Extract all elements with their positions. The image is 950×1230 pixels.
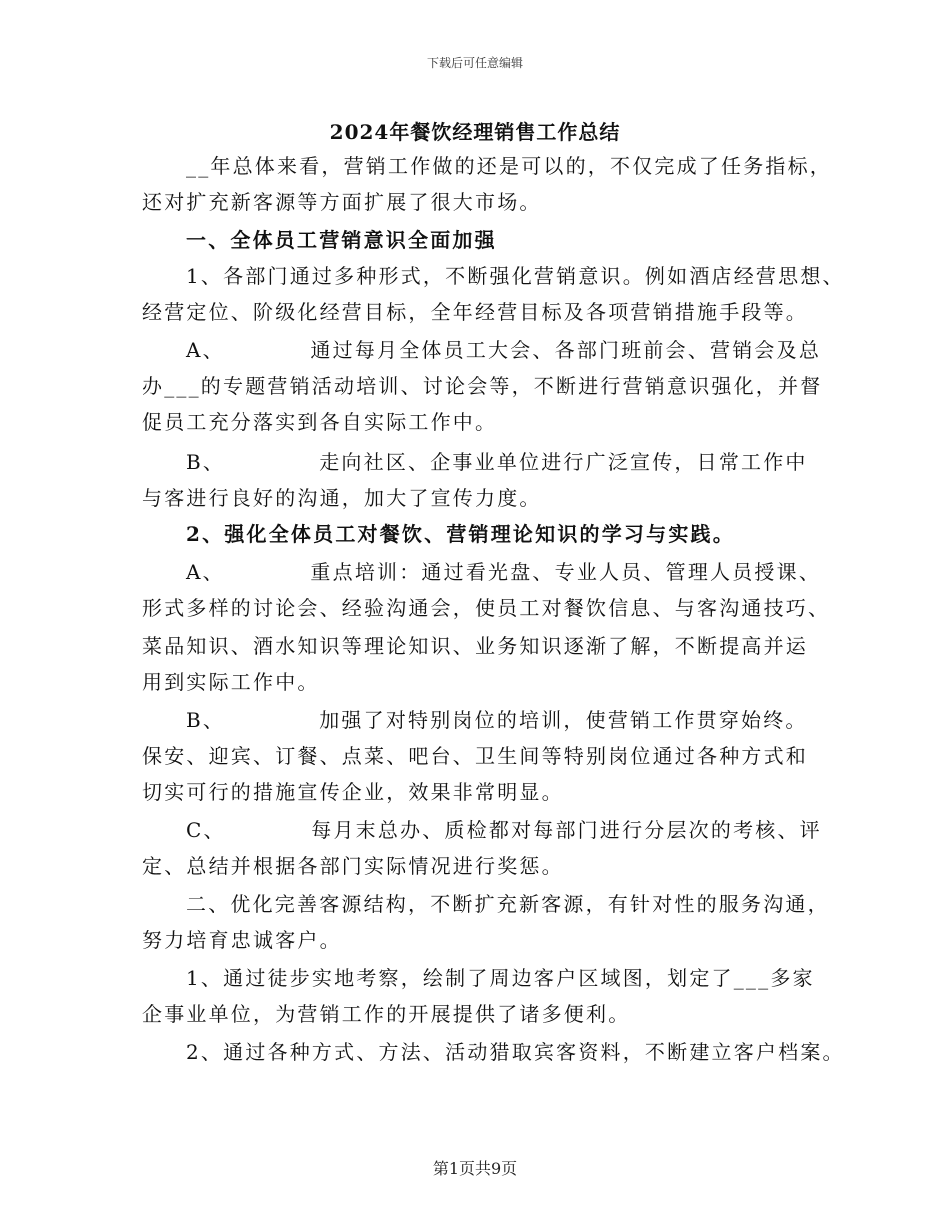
section-heading: 一、全体员工营销意识全面加强 <box>186 228 497 252</box>
paragraph-line: 保安、迎宾、订餐、点菜、吧台、卫生间等特别岗位通过各种方式和 <box>142 744 808 768</box>
page-footer: 第1页共9页 <box>432 1159 518 1178</box>
paragraph-line: 还对扩充新客源等方面扩展了很大市场。 <box>142 190 542 214</box>
paragraph-line: 形式多样的讨论会、经验沟通会，使员工对餐饮信息、与客沟通技巧、 <box>142 596 831 620</box>
paragraph-line: C、 每月末总办、质检都对每部门进行分层次的考核、评 <box>186 818 822 842</box>
paragraph-line: 与客进行良好的沟通，加大了宣传力度。 <box>142 486 542 510</box>
paragraph-line: 用到实际工作中。 <box>142 670 320 694</box>
paragraph-line: B、 加强了对特别岗位的培训，使营销工作贯穿始终。 <box>186 708 808 732</box>
paragraph-line: 菜品知识、酒水知识等理论知识、业务知识逐渐了解，不断提高并运 <box>142 634 808 658</box>
paragraph-line: 经营定位、阶级化经营目标，全年经营目标及各项营销措施手段等。 <box>142 300 808 324</box>
paragraph-line: B、 走向社区、企事业单位进行广泛宣传，日常工作中 <box>186 450 808 474</box>
paragraph-line: 2、通过各种方式、方法、活动猎取宾客资料，不断建立客户档案。 <box>186 1040 845 1064</box>
section-heading: 2、强化全体员工对餐饮、营销理论知识的学习与实践。 <box>186 522 735 546</box>
paragraph-line: 切实可行的措施宣传企业，效果非常明显。 <box>142 780 564 804</box>
header-note: 下载后可任意编辑 <box>426 56 523 70</box>
paragraph-line: 二、优化完善客源结构，不断扩充新客源，有针对性的服务沟通， <box>186 892 830 916</box>
paragraph-line: 办___的专题营销活动培训、讨论会等，不断进行营销意识强化，并督 <box>142 374 823 398</box>
paragraph-line: 1、各部门通过多种形式，不断强化营销意识。例如酒店经营思想、 <box>186 264 845 288</box>
paragraph-line: 1、通过徒步实地考察，绘制了周边客户区域图，划定了___多家 <box>186 966 815 990</box>
paragraph-line: 努力培育忠诚客户。 <box>142 928 342 952</box>
paragraph-line: 促员工充分落实到各自实际工作中。 <box>142 410 498 434</box>
paragraph-line: 定、总结并根据各部门实际情况进行奖惩。 <box>142 854 564 878</box>
paragraph-line: __年总体来看，营销工作做的还是可以的，不仅完成了任务指标， <box>186 154 832 178</box>
paragraph-line: A、 通过每月全体员工大会、各部门班前会、营销会及总 <box>186 338 822 362</box>
document-title: 2024年餐饮经理销售工作总结 <box>329 120 621 144</box>
paragraph-line: 企事业单位，为营销工作的开展提供了诸多便利。 <box>142 1002 631 1026</box>
paragraph-line: A、 重点培训：通过看光盘、专业人员、管理人员授课、 <box>186 560 822 584</box>
